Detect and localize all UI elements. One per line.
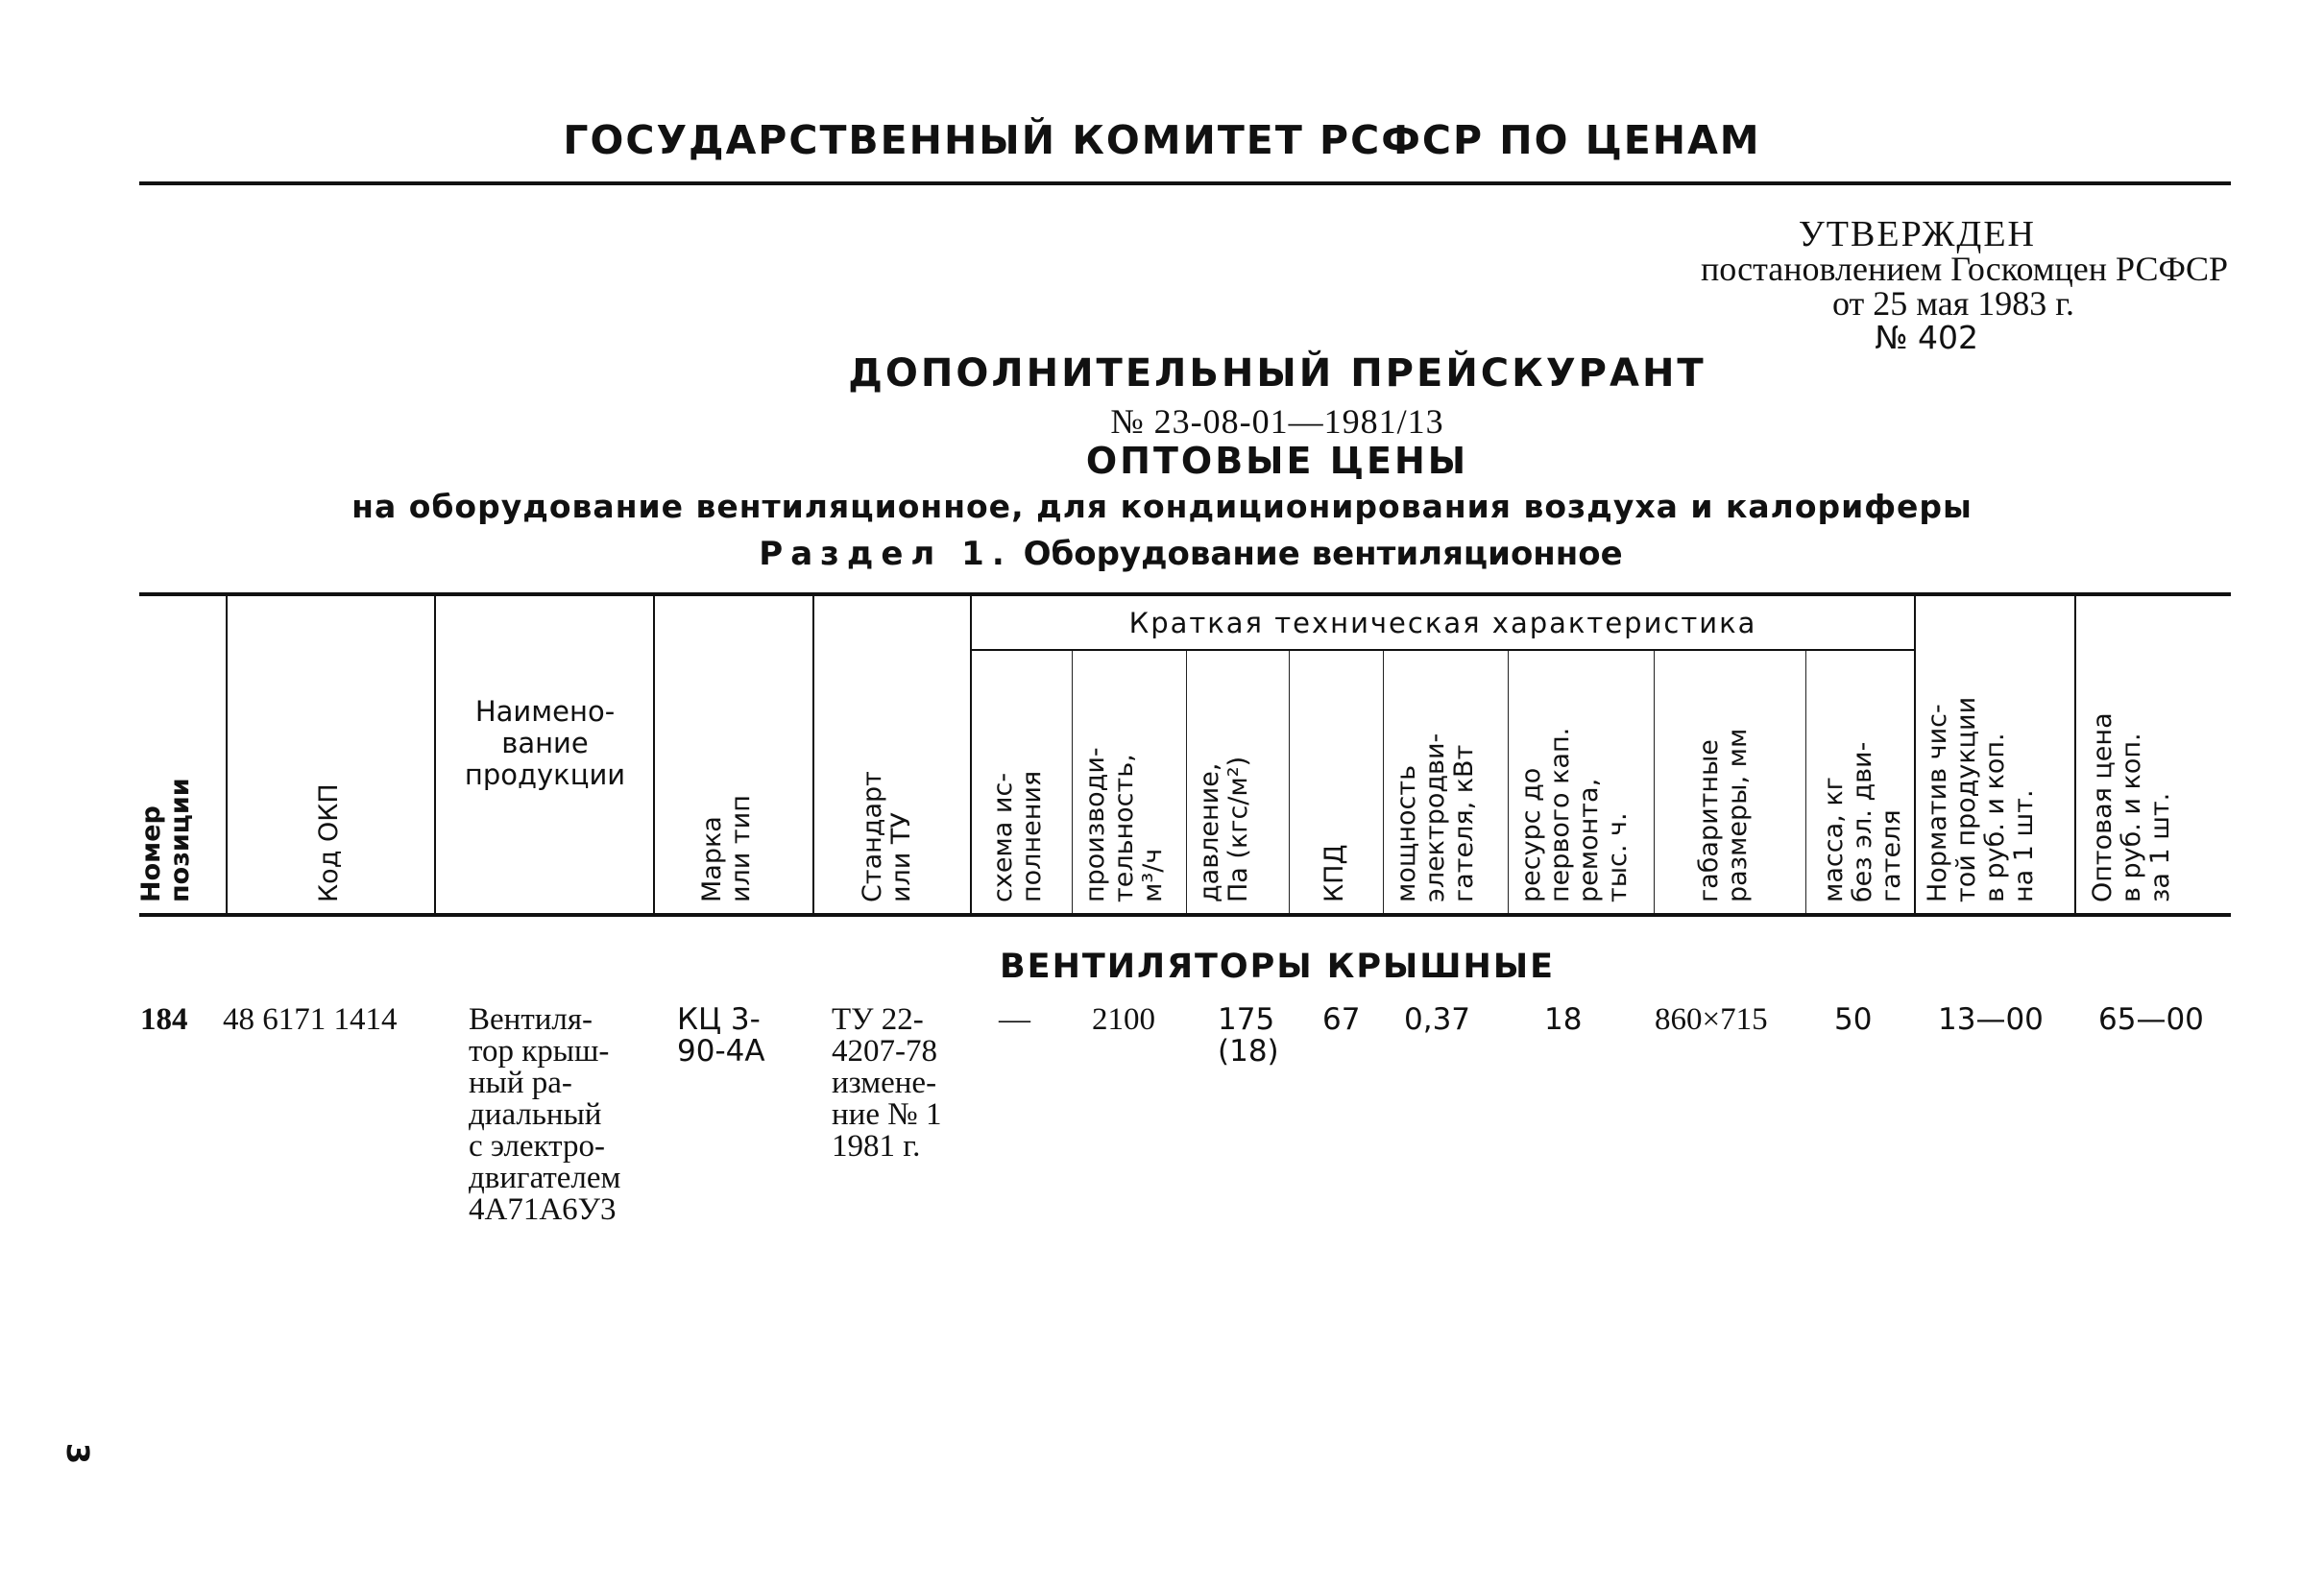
col-header-mark: Марка или тип: [697, 795, 756, 902]
section-word: Раздел 1.: [759, 535, 1012, 573]
approval-block: [1700, 214, 2228, 356]
organization-title: ГОСУДАРСТВЕННЫЙ КОМИТЕТ РСФСР ПО ЦЕНАМ: [563, 117, 1761, 163]
col-header-scheme: схема ис- полнения: [988, 770, 1047, 902]
table-top-rule: [139, 592, 2231, 596]
column-divider: [1289, 651, 1290, 913]
column-divider: [1186, 651, 1187, 913]
col-header-okp: Код ОКП: [314, 783, 344, 902]
document-heading: [0, 351, 2324, 573]
col-header-mass: масса, кг без эл. дви- гателя: [1819, 741, 1906, 902]
column-divider: [226, 596, 228, 913]
column-divider: [1914, 596, 1916, 913]
col-header-pressure: давление, Па (кгс/м²): [1195, 756, 1253, 902]
col-header-position: Номер позиции: [136, 778, 195, 902]
col-header-power: мощность электродви- гателя, кВт: [1392, 733, 1479, 902]
column-divider: [1072, 651, 1073, 913]
col-header-price: Оптовая цена в руб. и коп. за 1 шт.: [2088, 712, 2175, 902]
document-description: на оборудование вентиляционное, для кондиционирования воздуха и калориферы: [351, 488, 1973, 525]
cell-resource: 18: [1544, 1002, 1583, 1037]
cell-position: 184: [140, 1002, 188, 1037]
group-header-label: Краткая техническая характеристика: [1128, 607, 1757, 639]
cell-dimensions: 860×715: [1655, 1002, 1768, 1037]
cell-okp: 48 6171 1414: [223, 1002, 398, 1037]
document-kind: ДОПОЛНИТЕЛЬНЫЙ ПРЕЙСКУРАНТ: [848, 351, 1707, 396]
cell-price: 65—00: [2098, 1002, 2204, 1037]
cell-efficiency: 67: [1322, 1002, 1361, 1037]
approval-title: УТВЕРЖДЕН: [1798, 214, 2036, 254]
cell-mass: 50: [1834, 1002, 1873, 1037]
section-name: Оборудование вентиляционное: [1023, 535, 1623, 573]
column-divider: [2074, 596, 2076, 913]
column-divider: [970, 596, 972, 913]
approval-date: от 25 мая 1983 г.: [1831, 284, 2074, 323]
column-divider: [1805, 651, 1806, 913]
column-divider: [812, 596, 814, 913]
cell-power: 0,37: [1404, 1002, 1471, 1037]
approval-authority: постановлением Госкомцен РСФСР: [1700, 250, 2228, 288]
column-divider: [434, 596, 436, 913]
header-rule: [139, 181, 2231, 185]
document-subtitle: ОПТОВЫЕ ЦЕНЫ: [1085, 440, 1469, 482]
col-header-efficiency: КПД: [1319, 844, 1349, 902]
approval-number: № 402: [1875, 319, 1978, 356]
col-header-norm: Норматив чис- той продукции в руб. и коп. на 1 шт.: [1923, 696, 2039, 902]
col-header-dimensions: габаритные размеры, мм: [1694, 728, 1753, 902]
col-header-capacity: производи- тельность, м³/ч: [1080, 747, 1168, 902]
col-header-name: Наимено- вание продукции: [464, 695, 626, 791]
product-group-title: ВЕНТИЛЯТОРЫ КРЫШНЫЕ: [999, 948, 1556, 986]
cell-capacity: 2100: [1092, 1002, 1155, 1037]
column-divider: [1508, 651, 1509, 913]
document-number: № 23-08-01—1981/13: [1110, 402, 1444, 441]
col-header-resource: ресурс до первого кап. ремонта, тыс. ч.: [1516, 727, 1633, 902]
section-heading: [58, 535, 2324, 573]
column-divider: [653, 596, 655, 913]
page-number: 3: [60, 1442, 97, 1465]
column-divider: [1383, 651, 1384, 913]
cell-standard: ТУ 22- 4207-78 измене- ние № 1 1981 г.: [832, 1002, 942, 1164]
cell-norm: 13—00: [1938, 1002, 2044, 1037]
cell-pressure: 175 (18): [1218, 1002, 1279, 1069]
group-header-rule: [972, 649, 1914, 651]
cell-name: Вентиля- тор крыш- ный ра- диальный с электро- двигателем 4А71А6У3: [469, 1002, 621, 1227]
cell-mark: КЦ 3- 90-4А: [677, 1002, 765, 1069]
column-divider: [1654, 651, 1655, 913]
cell-scheme: —: [999, 1002, 1030, 1037]
table-header-bottom-rule: [139, 913, 2231, 917]
col-header-standard: Стандарт или ТУ: [858, 771, 916, 902]
